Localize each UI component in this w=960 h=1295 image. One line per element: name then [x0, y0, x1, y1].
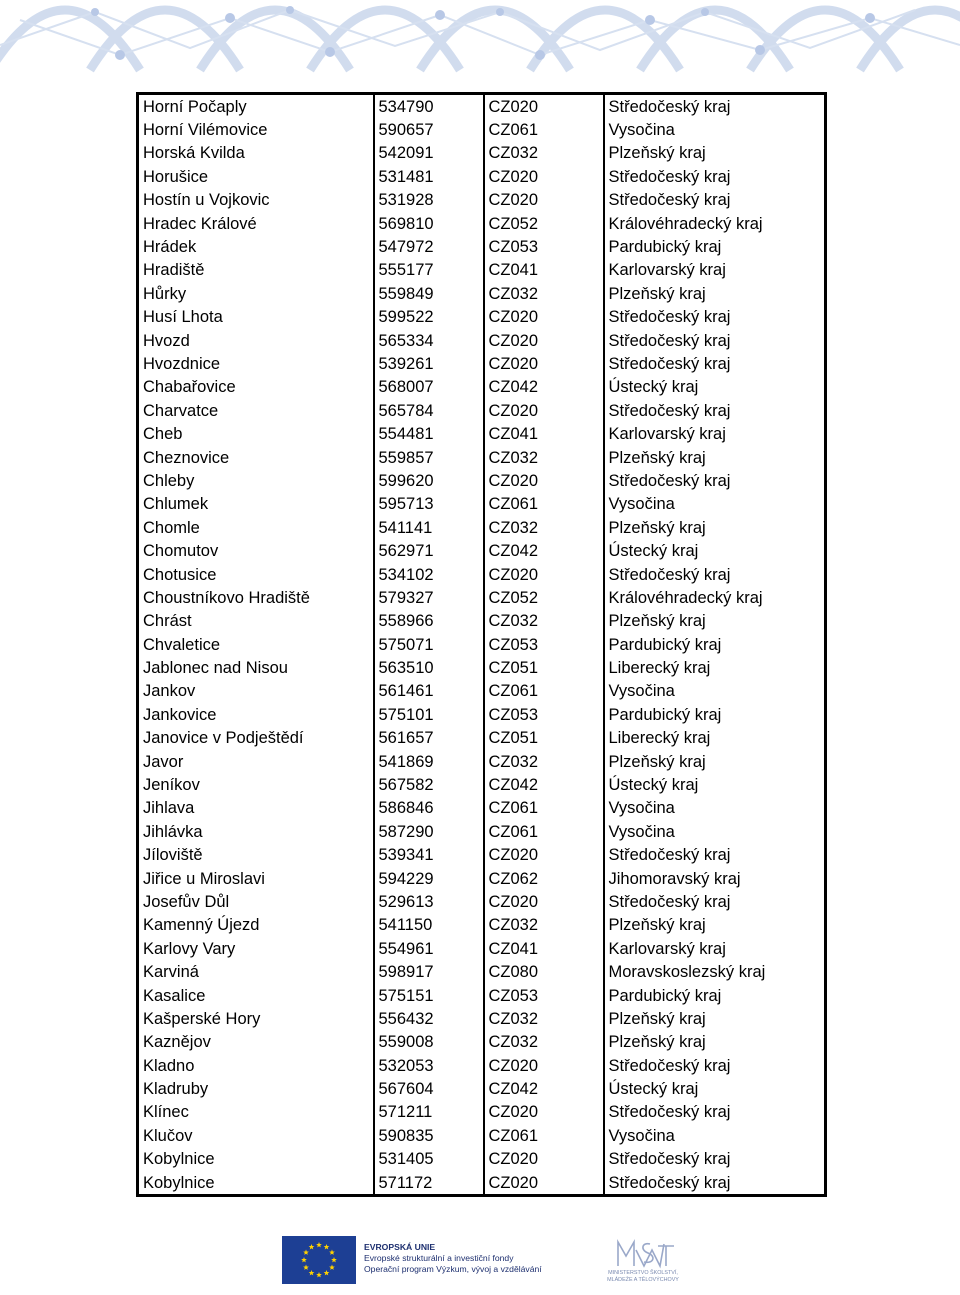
- region-name-cell: Liberecký kraj: [608, 659, 711, 678]
- eu-line-2: Evropské strukturální a investiční fondy: [364, 1253, 514, 1263]
- table-row: [138, 422, 826, 445]
- table-row: [138, 329, 826, 352]
- municipality-code-cell: 571211: [374, 1101, 484, 1124]
- municipality-name-cell: Kladno: [138, 1054, 374, 1077]
- municipality-name-cell: Hrádek: [138, 235, 374, 258]
- municipality-code-cell: 559849: [374, 282, 484, 305]
- table-row: [138, 352, 826, 375]
- nuts-code-cell: CZ053: [484, 703, 604, 726]
- municipality-code-cell: 571172: [374, 1171, 484, 1196]
- eu-star: [331, 1257, 337, 1262]
- municipality-name-cell: Kašperské Hory: [138, 1007, 374, 1030]
- table-row: [138, 610, 826, 633]
- region-name-cell: Středočeský kraj: [608, 846, 731, 865]
- municipality-name-cell: Janovice v Podještědí: [138, 727, 374, 750]
- table-row: [138, 469, 826, 492]
- table-row: [138, 914, 826, 937]
- nuts-code-cell: CZ020: [484, 844, 604, 867]
- municipality-code-cell: 567582: [374, 773, 484, 796]
- region-name-cell: Vysočina: [608, 822, 675, 841]
- nuts-code-cell: CZ020: [484, 1171, 604, 1196]
- region-name-cell: Vysočina: [608, 799, 675, 818]
- table-row: [138, 516, 826, 539]
- msmt-caption: [603, 1270, 683, 1283]
- table-row: [138, 1007, 826, 1030]
- municipality-name-cell: Kamenný Újezd: [138, 914, 374, 937]
- region-name-cell: Pardubický kraj: [608, 986, 722, 1005]
- municipality-code-cell: 541141: [374, 516, 484, 539]
- municipality-code-cell: 554481: [374, 422, 484, 445]
- nuts-code-cell: CZ041: [484, 937, 604, 960]
- nuts-code-cell: CZ020: [484, 1148, 604, 1171]
- table-row: [138, 727, 826, 750]
- table-row: [138, 960, 826, 983]
- municipality-name-cell: Kladruby: [138, 1077, 374, 1100]
- msmt-line-2: MLÁDEŽE A TĚLOVÝCHOVY: [607, 1276, 679, 1283]
- municipality-code-cell: 558966: [374, 610, 484, 633]
- municipality-name-cell: Jihlava: [138, 797, 374, 820]
- municipality-name-cell: Chleby: [138, 469, 374, 492]
- municipality-code-cell: 562971: [374, 539, 484, 562]
- region-name-cell: Středočeský kraj: [608, 401, 731, 420]
- table-row: [138, 563, 826, 586]
- municipality-name-cell: Jablonec nad Nisou: [138, 656, 374, 679]
- header-decoration: [0, 0, 960, 78]
- municipality-code-cell: 547972: [374, 235, 484, 258]
- nuts-code-cell: CZ042: [484, 773, 604, 796]
- municipality-name-cell: Horní Počaply: [138, 94, 374, 119]
- eu-star: [324, 1244, 330, 1249]
- region-name-cell: Plzeňský kraj: [608, 1009, 706, 1028]
- municipality-code-cell: 539261: [374, 352, 484, 375]
- municipality-name-cell: Javor: [138, 750, 374, 773]
- municipality-name-cell: Husí Lhota: [138, 306, 374, 329]
- region-name-cell: Vysočina: [608, 1126, 675, 1145]
- nuts-code-cell: CZ061: [484, 1124, 604, 1147]
- municipality-code-cell: 595713: [374, 493, 484, 516]
- municipality-name-cell: Karlovy Vary: [138, 937, 374, 960]
- table-body: [138, 94, 826, 1196]
- municipality-name-cell: Kobylnice: [138, 1171, 374, 1196]
- nuts-code-cell: CZ061: [484, 118, 604, 141]
- table-row: [138, 165, 826, 188]
- table-row: [138, 189, 826, 212]
- municipality-code-cell: 599522: [374, 306, 484, 329]
- table-row: [138, 1031, 826, 1054]
- municipality-name-cell: Jeníkov: [138, 773, 374, 796]
- eu-star: [329, 1250, 335, 1255]
- nuts-code-cell: CZ020: [484, 306, 604, 329]
- municipality-name-cell: Jiřice u Miroslavi: [138, 867, 374, 890]
- municipality-name-cell: Horušice: [138, 165, 374, 188]
- municipality-name-cell: Cheb: [138, 422, 374, 445]
- region-name-cell: Středočeský kraj: [608, 308, 731, 327]
- nuts-code-cell: CZ032: [484, 750, 604, 773]
- nuts-code-cell: CZ080: [484, 960, 604, 983]
- municipality-name-cell: Jíloviště: [138, 844, 374, 867]
- table-row: [138, 703, 826, 726]
- municipality-name-cell: Hostín u Vojkovic: [138, 189, 374, 212]
- municipality-code-cell: 561657: [374, 727, 484, 750]
- nuts-code-cell: CZ032: [484, 1031, 604, 1054]
- municipality-name-cell: Josefův Důl: [138, 890, 374, 913]
- region-name-cell: Pardubický kraj: [608, 635, 722, 654]
- region-name-cell: Plzeňský kraj: [608, 448, 706, 467]
- municipality-name-cell: Chvaletice: [138, 633, 374, 656]
- table-row: [138, 1101, 826, 1124]
- municipality-code-cell: 542091: [374, 142, 484, 165]
- nuts-code-cell: CZ042: [484, 539, 604, 562]
- nuts-code-cell: CZ032: [484, 142, 604, 165]
- nuts-code-cell: CZ061: [484, 820, 604, 843]
- municipality-code-cell: 575101: [374, 703, 484, 726]
- region-name-cell: Plzeňský kraj: [608, 1033, 706, 1052]
- municipality-name-cell: Karviná: [138, 960, 374, 983]
- municipality-name-cell: Klínec: [138, 1101, 374, 1124]
- region-name-cell: Vysočina: [608, 495, 675, 514]
- nuts-code-cell: CZ052: [484, 212, 604, 235]
- municipality-code-cell: 563510: [374, 656, 484, 679]
- table-row: [138, 1124, 826, 1147]
- region-name-cell: Ústecký kraj: [608, 776, 699, 795]
- nuts-code-cell: CZ042: [484, 1077, 604, 1100]
- table-row: [138, 656, 826, 679]
- municipality-code-cell: 531928: [374, 189, 484, 212]
- municipality-code-cell: 575071: [374, 633, 484, 656]
- eu-star: [303, 1250, 309, 1255]
- nuts-code-cell: CZ052: [484, 586, 604, 609]
- region-name-cell: Středočeský kraj: [608, 1150, 731, 1169]
- region-name-cell: Královéhradecký kraj: [608, 588, 763, 607]
- municipality-name-cell: Jankovice: [138, 703, 374, 726]
- eu-line-3: Operační program Výzkum, vývoj a vzdělávání: [364, 1264, 542, 1274]
- table-row: [138, 235, 826, 258]
- table-row: [138, 539, 826, 562]
- nuts-code-cell: CZ053: [484, 984, 604, 1007]
- region-name-cell: Středočeský kraj: [608, 354, 731, 373]
- table-row: [138, 797, 826, 820]
- nuts-code-cell: CZ032: [484, 914, 604, 937]
- municipality-code-cell: 539341: [374, 844, 484, 867]
- region-name-cell: Královéhradecký kraj: [608, 214, 763, 233]
- table-row: [138, 937, 826, 960]
- municipality-name-cell: Horní Vilémovice: [138, 118, 374, 141]
- table-row: [138, 844, 826, 867]
- municipality-name-cell: Kasalice: [138, 984, 374, 1007]
- nuts-code-cell: CZ032: [484, 610, 604, 633]
- nuts-code-cell: CZ020: [484, 329, 604, 352]
- municipality-name-cell: Hvozdnice: [138, 352, 374, 375]
- region-name-cell: Vysočina: [608, 682, 675, 701]
- municipality-code-cell: 590657: [374, 118, 484, 141]
- table-row: [138, 94, 826, 119]
- region-name-cell: Ústecký kraj: [608, 378, 699, 397]
- municipality-code-cell: 594229: [374, 867, 484, 890]
- municipality-name-cell: Chlumek: [138, 493, 374, 516]
- region-name-cell: Středočeský kraj: [608, 1173, 731, 1192]
- nuts-code-cell: CZ020: [484, 399, 604, 422]
- nuts-code-cell: CZ032: [484, 1007, 604, 1030]
- municipality-name-cell: Chrást: [138, 610, 374, 633]
- table-row: [138, 586, 826, 609]
- region-name-cell: Plzeňský kraj: [608, 916, 706, 935]
- table-row: [138, 1077, 826, 1100]
- municipality-code-cell: 569810: [374, 212, 484, 235]
- table-row: [138, 984, 826, 1007]
- municipality-name-cell: Klučov: [138, 1124, 374, 1147]
- table-row: [138, 259, 826, 282]
- nuts-code-cell: CZ020: [484, 189, 604, 212]
- municipality-code-cell: 534102: [374, 563, 484, 586]
- municipality-code-cell: 598917: [374, 960, 484, 983]
- municipality-name-cell: Horská Kvilda: [138, 142, 374, 165]
- nuts-code-cell: CZ053: [484, 633, 604, 656]
- nuts-code-cell: CZ061: [484, 680, 604, 703]
- eu-star: [316, 1242, 322, 1247]
- eu-star: [301, 1257, 307, 1262]
- region-name-cell: Liberecký kraj: [608, 729, 711, 748]
- eu-star: [329, 1265, 335, 1270]
- region-name-cell: Středočeský kraj: [608, 1056, 731, 1075]
- region-name-cell: Karlovarský kraj: [608, 261, 726, 280]
- municipality-name-cell: Kobylnice: [138, 1148, 374, 1171]
- municipality-name-cell: Chotusice: [138, 563, 374, 586]
- municipality-code-cell: 568007: [374, 376, 484, 399]
- municipality-name-cell: Hradiště: [138, 259, 374, 282]
- table-row: [138, 1171, 826, 1196]
- nuts-code-cell: CZ061: [484, 493, 604, 516]
- eu-star: [309, 1270, 315, 1275]
- municipality-code-cell: 541150: [374, 914, 484, 937]
- table-row: [138, 118, 826, 141]
- region-name-cell: Středočeský kraj: [608, 1103, 731, 1122]
- municipality-name-cell: Choustníkovo Hradiště: [138, 586, 374, 609]
- region-name-cell: Plzeňský kraj: [608, 518, 706, 537]
- municipality-code-cell: 534790: [374, 94, 484, 119]
- table-row: [138, 633, 826, 656]
- municipality-name-cell: Jihlávka: [138, 820, 374, 843]
- region-name-cell: Pardubický kraj: [608, 705, 722, 724]
- table-row: [138, 446, 826, 469]
- region-name-cell: Středočeský kraj: [608, 97, 731, 116]
- nuts-code-cell: CZ051: [484, 727, 604, 750]
- region-name-cell: Středočeský kraj: [608, 471, 731, 490]
- table-row: [138, 399, 826, 422]
- region-name-cell: Plzeňský kraj: [608, 144, 706, 163]
- municipality-code-cell: 579327: [374, 586, 484, 609]
- municipality-code-cell: 531405: [374, 1148, 484, 1171]
- eu-flag-icon: [282, 1236, 356, 1284]
- region-name-cell: Středočeský kraj: [608, 191, 731, 210]
- nuts-code-cell: CZ020: [484, 94, 604, 119]
- region-name-cell: Plzeňský kraj: [608, 284, 706, 303]
- municipality-code-cell: 555177: [374, 259, 484, 282]
- region-name-cell: Středočeský kraj: [608, 565, 731, 584]
- eu-star: [309, 1244, 315, 1249]
- region-name-cell: Karlovarský kraj: [608, 939, 726, 958]
- municipality-name-cell: Chomutov: [138, 539, 374, 562]
- region-name-cell: Plzeňský kraj: [608, 752, 706, 771]
- municipality-name-cell: Cheznovice: [138, 446, 374, 469]
- table-row: [138, 212, 826, 235]
- municipality-code-cell: 554961: [374, 937, 484, 960]
- municipality-name-cell: Charvatce: [138, 399, 374, 422]
- region-name-cell: Středočeský kraj: [608, 331, 731, 350]
- nuts-code-cell: CZ032: [484, 446, 604, 469]
- municipality-code-cell: 531481: [374, 165, 484, 188]
- municipality-code-cell: 567604: [374, 1077, 484, 1100]
- nuts-code-cell: CZ020: [484, 1054, 604, 1077]
- table-row: [138, 1148, 826, 1171]
- region-name-cell: Pardubický kraj: [608, 238, 722, 257]
- region-name-cell: Ústecký kraj: [608, 542, 699, 561]
- nuts-code-cell: CZ020: [484, 890, 604, 913]
- nuts-code-cell: CZ062: [484, 867, 604, 890]
- region-name-cell: Jihomoravský kraj: [608, 869, 741, 888]
- municipality-code-cell: 556432: [374, 1007, 484, 1030]
- table-row: [138, 306, 826, 329]
- municipality-table: [136, 92, 827, 1197]
- municipality-code-cell: 599620: [374, 469, 484, 492]
- municipality-code-cell: 529613: [374, 890, 484, 913]
- eu-star: [324, 1270, 330, 1275]
- table-row: [138, 867, 826, 890]
- nuts-code-cell: CZ020: [484, 165, 604, 188]
- municipality-code-cell: 565334: [374, 329, 484, 352]
- nuts-code-cell: CZ020: [484, 352, 604, 375]
- region-name-cell: Plzeňský kraj: [608, 612, 706, 631]
- municipality-code-cell: 586846: [374, 797, 484, 820]
- table-row: [138, 890, 826, 913]
- municipality-code-cell: 575151: [374, 984, 484, 1007]
- municipality-name-cell: Hradec Králové: [138, 212, 374, 235]
- region-name-cell: Moravskoslezský kraj: [608, 963, 766, 982]
- table-row: [138, 493, 826, 516]
- table-row: [138, 773, 826, 796]
- region-name-cell: Vysočina: [608, 121, 675, 140]
- municipality-name-cell: Chabařovice: [138, 376, 374, 399]
- nuts-code-cell: CZ051: [484, 656, 604, 679]
- municipality-code-cell: 559008: [374, 1031, 484, 1054]
- municipality-name-cell: Jankov: [138, 680, 374, 703]
- region-name-cell: Karlovarský kraj: [608, 425, 726, 444]
- table-row: [138, 680, 826, 703]
- nuts-code-cell: CZ053: [484, 235, 604, 258]
- municipality-code-cell: 532053: [374, 1054, 484, 1077]
- eu-line-1: EVROPSKÁ UNIE: [364, 1242, 436, 1252]
- eu-star: [316, 1272, 322, 1277]
- nuts-code-cell: CZ042: [484, 376, 604, 399]
- table-row: [138, 142, 826, 165]
- region-name-cell: Středočeský kraj: [608, 892, 731, 911]
- table-row: [138, 750, 826, 773]
- nuts-code-cell: CZ020: [484, 563, 604, 586]
- table-row: [138, 376, 826, 399]
- municipality-code-cell: 587290: [374, 820, 484, 843]
- nuts-code-cell: CZ032: [484, 516, 604, 539]
- municipality-code-cell: 559857: [374, 446, 484, 469]
- municipality-name-cell: Kaznějov: [138, 1031, 374, 1054]
- municipality-code-cell: 561461: [374, 680, 484, 703]
- nuts-code-cell: CZ041: [484, 422, 604, 445]
- eu-star: [303, 1265, 309, 1270]
- region-name-cell: Ústecký kraj: [608, 1080, 699, 1099]
- municipality-code-cell: 590835: [374, 1124, 484, 1147]
- nuts-code-cell: CZ020: [484, 1101, 604, 1124]
- municipality-name-cell: Chomle: [138, 516, 374, 539]
- nuts-code-cell: CZ020: [484, 469, 604, 492]
- msmt-line-1: MINISTERSTVO ŠKOLSTVÍ,: [608, 1270, 678, 1276]
- footer-logos: [280, 1234, 700, 1286]
- municipality-code-cell: 565784: [374, 399, 484, 422]
- municipality-code-cell: 541869: [374, 750, 484, 773]
- municipality-table-container: [136, 92, 824, 1197]
- nuts-code-cell: CZ041: [484, 259, 604, 282]
- nuts-code-cell: CZ032: [484, 282, 604, 305]
- region-name-cell: Středočeský kraj: [608, 167, 731, 186]
- municipality-name-cell: Hvozd: [138, 329, 374, 352]
- municipality-name-cell: Hůrky: [138, 282, 374, 305]
- eu-logo-text: [364, 1242, 542, 1275]
- table-row: [138, 282, 826, 305]
- table-row: [138, 820, 826, 843]
- network-pattern-graphic: [0, 0, 960, 78]
- table-row: [138, 1054, 826, 1077]
- nuts-code-cell: CZ061: [484, 797, 604, 820]
